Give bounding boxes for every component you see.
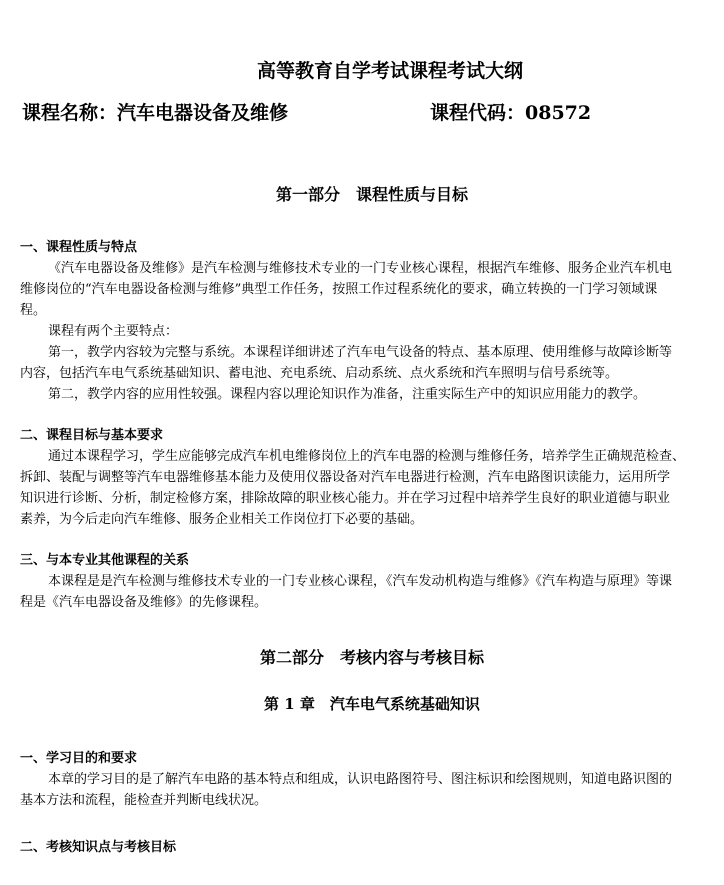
paragraph-line: 通过本课程学习，学生应能够完成汽车机电维修岗位上的汽车电器的检测与维修任务，培养学生正确规范检查、 (48, 449, 686, 464)
section-heading: 二、考核知识点与考核目标 (20, 840, 177, 855)
paragraph-line: 本课程是是汽车检测与维修技术专业的一门专业核心课程，《汽车发动机构造与维修》《汽车构造与原理》等课 (48, 574, 673, 589)
paragraph-line: 程是《汽车电器设备及维修》的先修课程。 (20, 595, 268, 610)
chapter-heading: 第 1 章 汽车电气系统基础知识 (264, 695, 480, 713)
paragraph-line: 本章的学习目的是了解汽车电路的基本特点和组成，认识电路图符号、图注标识和绘图规则，知道电路识图的 (48, 772, 673, 787)
paragraph-line: 基本方法和流程，能检查并判断电线状况。 (20, 793, 268, 808)
paragraph-line: 《汽车电器设备及维修》是汽车检测与维修技术专业的一门专业核心课程，根据汽车维修、服务企业汽车机电 (48, 261, 673, 276)
paragraph-line: 素养，为今后走向汽车维修、服务企业相关工作岗位打下必要的基础。 (20, 512, 424, 527)
paragraph-line: 拆卸、装配与调整等汽车电器维修基本能力及使用仪器设备对汽车电器进行检测，汽车电路图识读能力，运用所学 (20, 470, 671, 485)
paragraph-line: 内容，包括汽车电气系统基础知识、蓄电池、充电系统、启动系统、点火系统和汽车照明与信号系统等。 (20, 366, 619, 381)
paragraph-line: 程。 (20, 303, 47, 318)
paragraph-line: 课程有两个主要特点： (48, 324, 179, 339)
part2-heading: 第二部分 考核内容与考核目标 (259, 648, 484, 667)
course-name: 课程名称：汽车电器设备及维修 (22, 102, 289, 124)
paragraph-line: 知识进行诊断、分析，制定检修方案，排除故障的职业核心能力。并在学习过程中培养学生良好的职业道德与职业 (20, 491, 671, 506)
section-heading: 一、学习目的和要求 (20, 751, 138, 766)
document-title: 高等教育自学考试课程考试大纲 (256, 60, 523, 82)
section-heading: 二、课程目标与基本要求 (20, 428, 164, 443)
section-heading: 一、课程性质与特点 (20, 240, 138, 255)
paragraph-line: 第一，教学内容较为完整与系统。本课程详细讲述了汽车电气设备的特点、基本原理、使用维修与故障诊断等 (48, 345, 673, 360)
paragraph-line: 第二，教学内容的应用性较强。课程内容以理论知识作为准备，注重实际生产中的知识应用能力的教学。 (48, 387, 647, 402)
section-heading: 三、与本专业其他课程的关系 (20, 553, 190, 568)
part1-heading: 第一部分 课程性质与目标 (275, 185, 468, 204)
course-code: 课程代码：08572 (430, 102, 592, 124)
paragraph-line: 维修岗位的“汽车电器设备检测与维修”典型工作任务，按照工作过程系统化的要求，确立转换的一门学习领域课 (20, 282, 658, 297)
